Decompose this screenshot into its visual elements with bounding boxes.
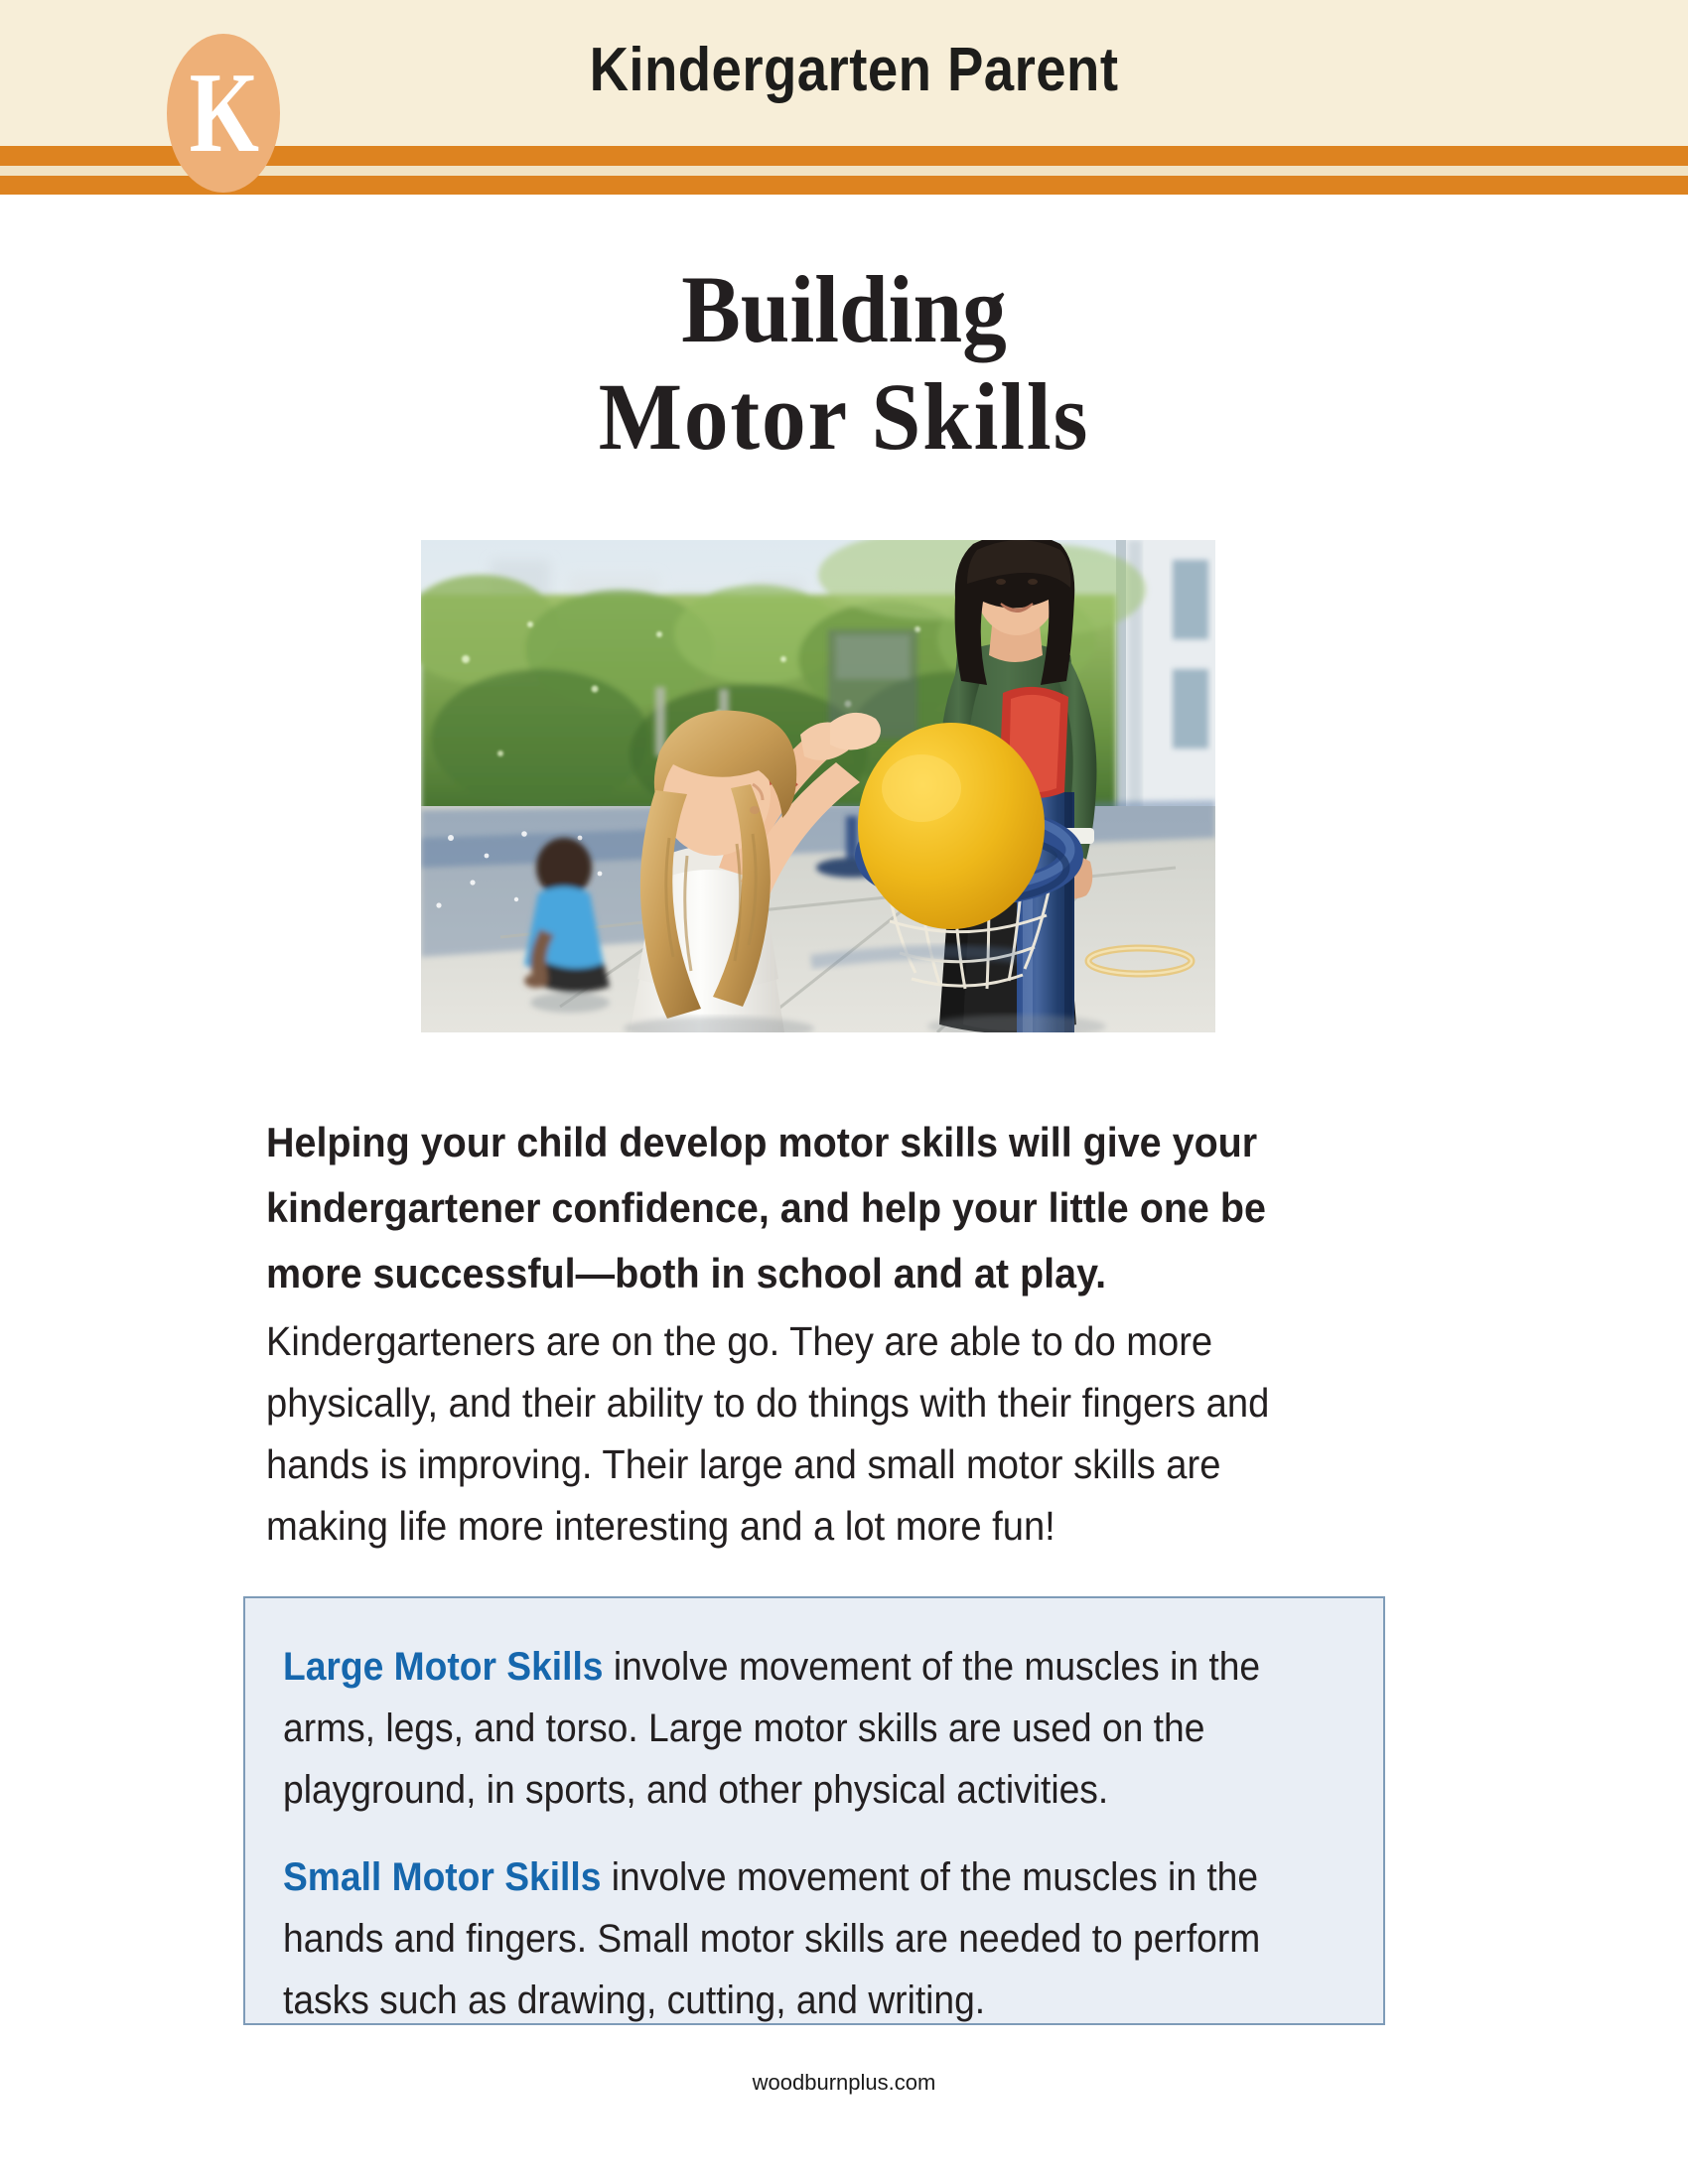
large-motor-skills-text: involve movement of the muscles in the arms, legs, and torso. Large motor skills are used on the playground, in sports, and other physical activities. [283,1645,1261,1812]
small-motor-skills-term: Small Motor Skills [283,1855,602,1899]
callout-item-large-motor-skills [283,1636,1280,1821]
lede-paragraph: Helping your child develop motor skills will give your kindergartener confidence, and help your little one be more successful—both in school and at play. [266,1119,1266,1297]
callout-content [283,1636,1355,2031]
footer-source: woodburnplus.com [752,2070,936,2095]
page-header [0,0,1688,195]
header-title: Kindergarten Parent [589,36,1119,104]
motor-skills-callout-box [243,1596,1385,2025]
large-motor-skills-term: Large Motor Skills [283,1645,604,1689]
page-title-line-2: Motor Skills [598,363,1090,470]
small-motor-skills-text: involve movement of the muscles in the hands and fingers. Small motor skills are needed to perform tasks such as drawing, cutting, and writing. [283,1855,1261,2022]
page-title-line-1: Building [681,256,1007,362]
kindergarten-k-badge [167,34,280,193]
page-title [60,256,1629,471]
callout-item-small-motor-skills [283,1846,1280,2031]
kindergarten-k-letter: K [189,50,258,177]
body-paragraph: Kindergarteners are on the go. They are able to do more physically, and their ability to do things with their fingers and hands is improving. Their large and small motor skills are making life more interesting and a lot more fun! [266,1318,1270,1549]
playground-photo [421,540,1215,1032]
